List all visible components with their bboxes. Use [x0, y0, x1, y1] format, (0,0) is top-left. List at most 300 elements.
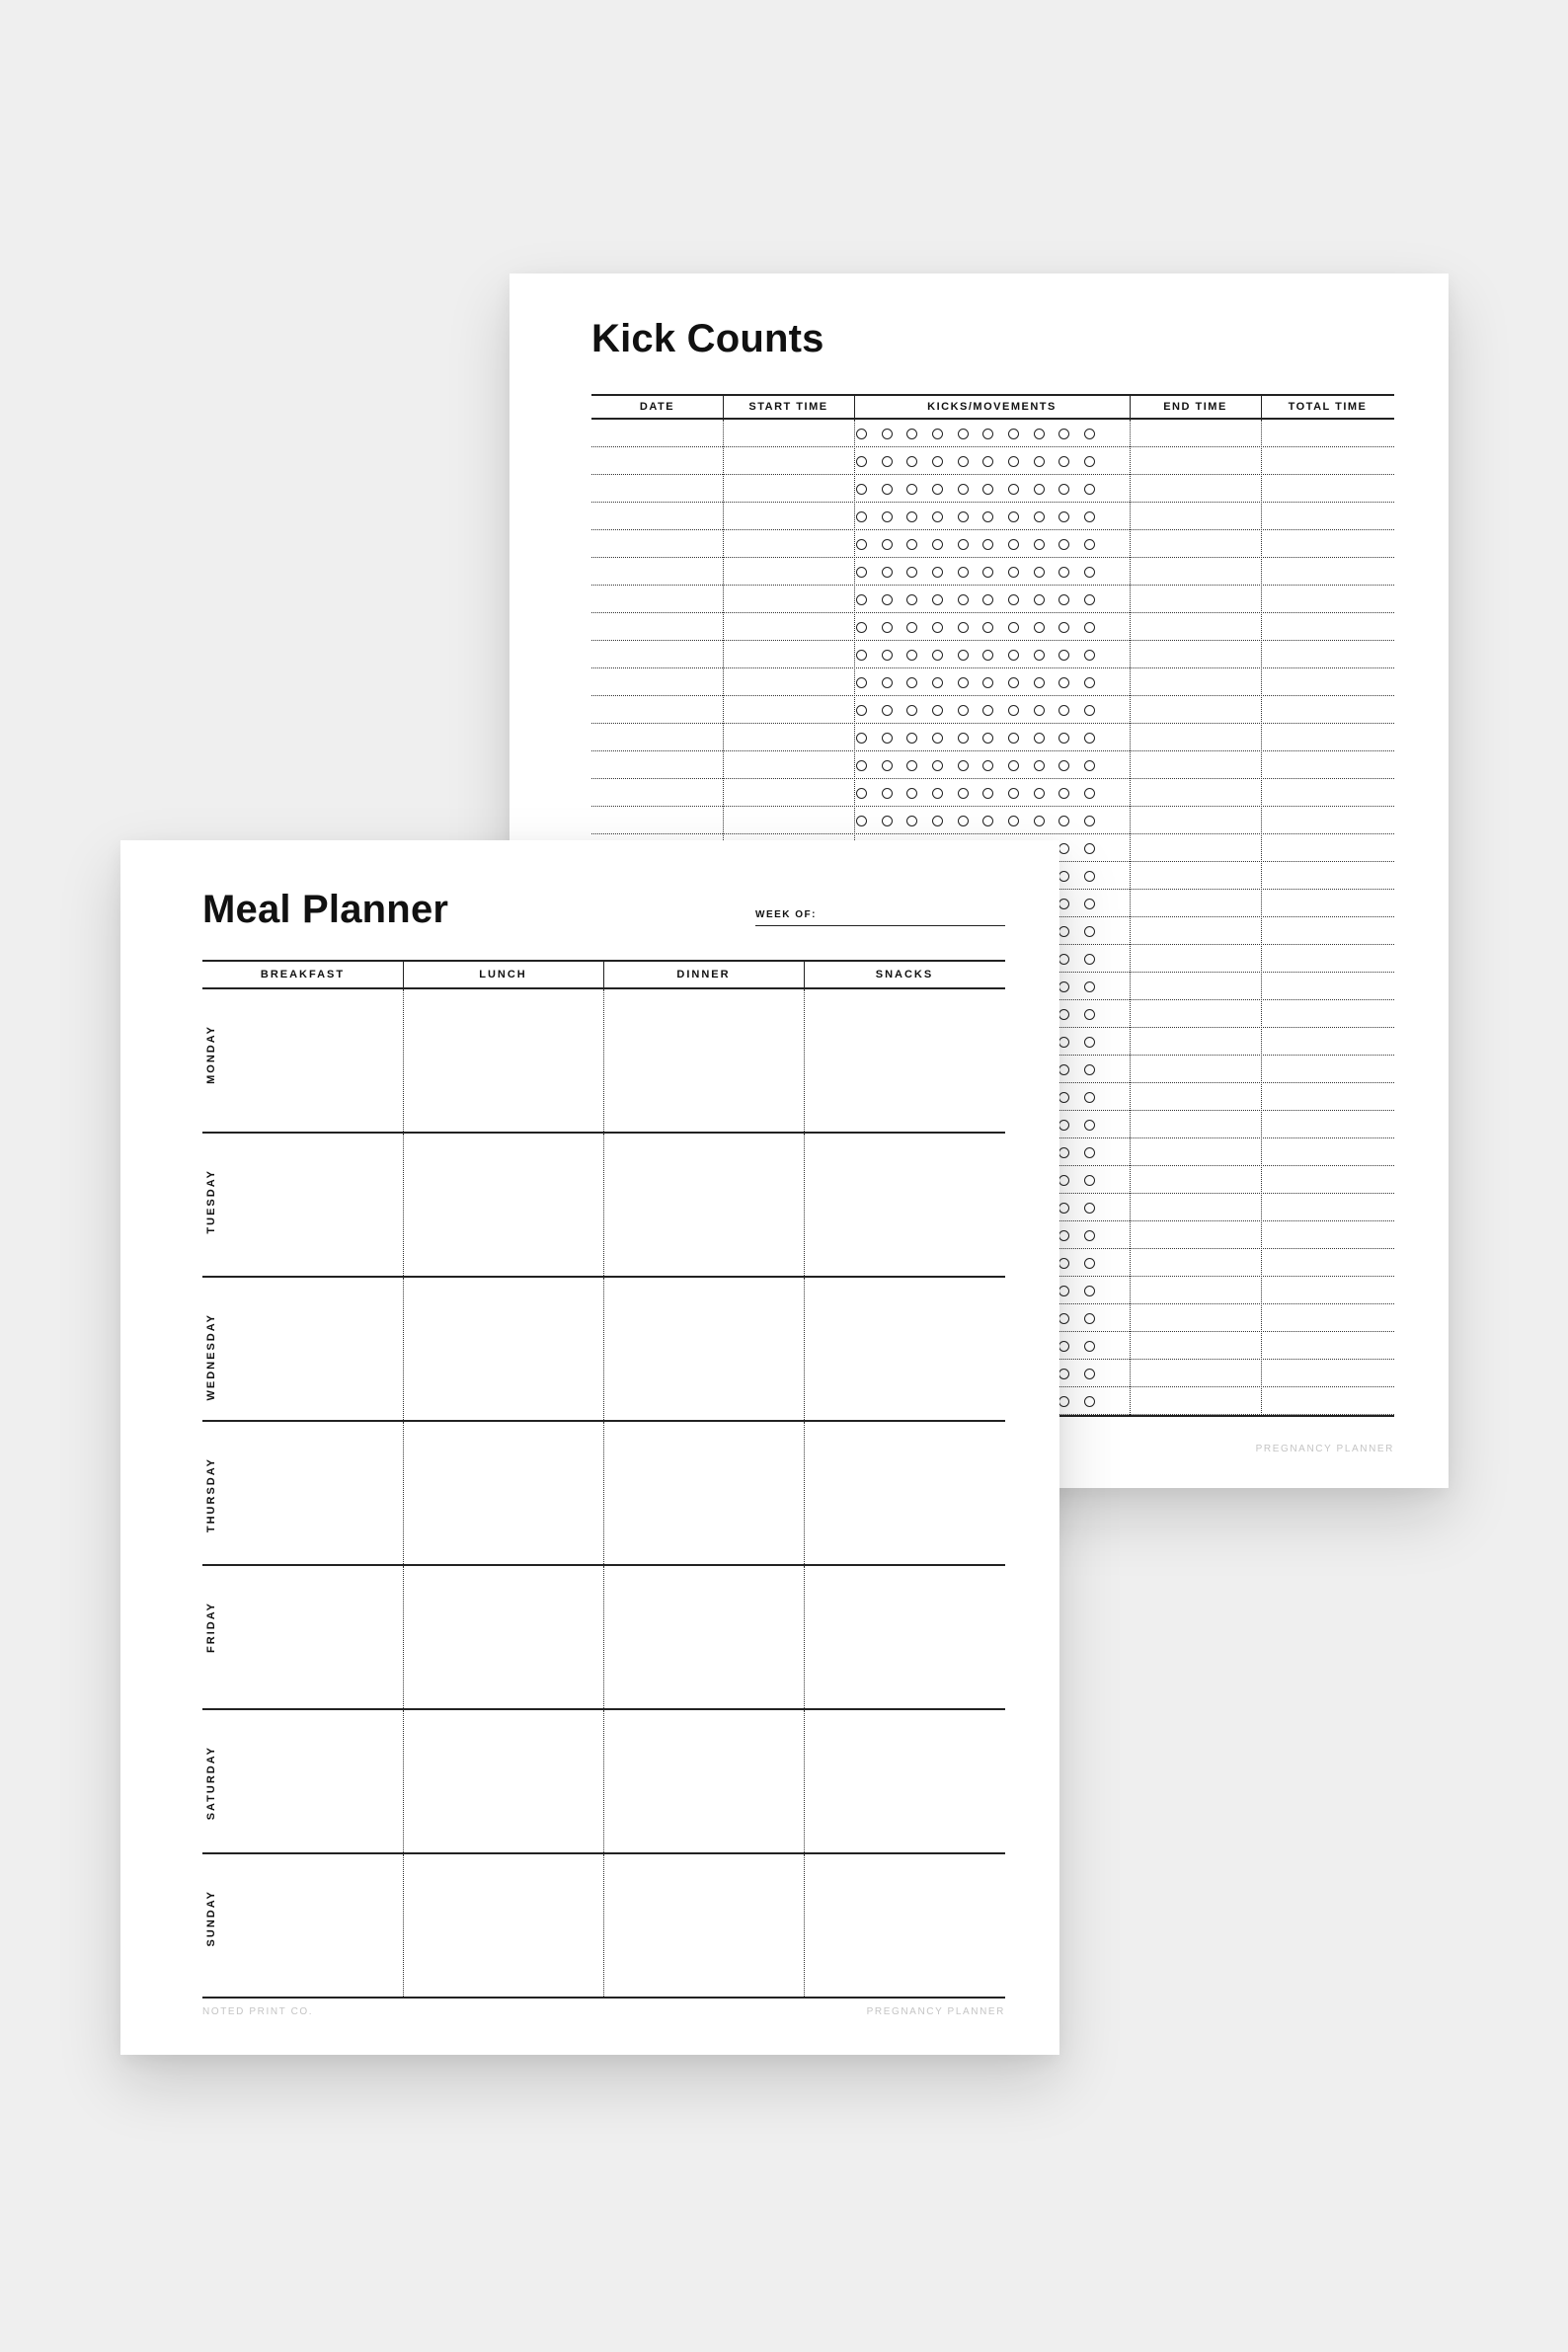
kick-circle-checkbox[interactable]: [1084, 511, 1095, 522]
kick-circle-checkbox[interactable]: [1034, 456, 1045, 467]
week-of-label: WEEK OF:: [755, 909, 817, 920]
meal-column-header: LUNCH: [479, 969, 527, 980]
kick-circle-checkbox[interactable]: [982, 760, 993, 771]
kick-circle-checkbox[interactable]: [1084, 567, 1095, 578]
kick-circle-checkbox[interactable]: [982, 816, 993, 826]
kick-circle-checkbox[interactable]: [882, 677, 893, 688]
kick-circle-checkbox[interactable]: [1058, 1258, 1069, 1269]
meal-entry-cell[interactable]: [404, 1566, 602, 1708]
kick-circle-checkbox[interactable]: [958, 816, 969, 826]
kick-circle-checkbox[interactable]: [1008, 760, 1019, 771]
meal-entry-cell[interactable]: [404, 989, 602, 1132]
meal-column-divider: [804, 1278, 805, 1420]
kick-circle-checkbox[interactable]: [1084, 733, 1095, 744]
kick-circle-checkbox[interactable]: [906, 484, 917, 495]
kick-circle-checkbox[interactable]: [1084, 1396, 1095, 1407]
kick-circle-checkbox[interactable]: [1034, 733, 1045, 744]
meal-column-divider: [804, 1134, 805, 1276]
meal-column-divider: [804, 1422, 805, 1564]
kick-circle-checkbox[interactable]: [1008, 705, 1019, 716]
kick-circle-checkbox[interactable]: [882, 788, 893, 799]
kick-counts-header-row: [591, 394, 1394, 420]
kick-circle-checkbox[interactable]: [932, 677, 943, 688]
meal-column-divider: [804, 1710, 805, 1852]
kick-circle-checkbox[interactable]: [906, 816, 917, 826]
meal-entry-cell[interactable]: [404, 1710, 602, 1852]
kick-circle-checkbox[interactable]: [1084, 1258, 1095, 1269]
meal-column-divider: [804, 1566, 805, 1708]
meal-planner-sheet: [120, 840, 1059, 2055]
meal-day-row: [202, 1278, 1005, 1422]
kick-circle-checkbox[interactable]: [1084, 1341, 1095, 1352]
kick-circle-checkbox[interactable]: [1058, 1009, 1069, 1020]
kick-circle-checkbox[interactable]: [982, 456, 993, 467]
kick-circle-checkbox[interactable]: [882, 594, 893, 605]
meal-column-header: SNACKS: [875, 969, 934, 980]
kick-circle-checkbox[interactable]: [1084, 1120, 1095, 1131]
meal-column-divider: [603, 989, 604, 1132]
kick-circle-checkbox[interactable]: [906, 650, 917, 661]
meal-entry-cell[interactable]: [404, 1422, 602, 1564]
meal-entry-cell[interactable]: [404, 1134, 602, 1276]
header-divider: [723, 396, 724, 418]
kick-circle-checkbox[interactable]: [982, 622, 993, 633]
kick-circle-group: [856, 641, 1095, 668]
kick-circle-checkbox[interactable]: [856, 677, 867, 688]
kick-circle-checkbox[interactable]: [856, 705, 867, 716]
kick-circle-checkbox[interactable]: [1058, 1230, 1069, 1241]
kick-circle-checkbox[interactable]: [882, 456, 893, 467]
kick-row[interactable]: [591, 586, 1394, 613]
kick-circle-checkbox[interactable]: [1084, 539, 1095, 550]
kick-column-header: DATE: [639, 401, 675, 413]
kick-circle-checkbox[interactable]: [982, 511, 993, 522]
kick-circle-checkbox[interactable]: [1084, 594, 1095, 605]
kick-circle-checkbox[interactable]: [1058, 871, 1069, 882]
kick-footer-brand: PREGNANCY PLANNER: [1255, 1444, 1394, 1454]
kick-circle-checkbox[interactable]: [932, 760, 943, 771]
kick-circle-checkbox[interactable]: [1034, 622, 1045, 633]
kick-circle-checkbox[interactable]: [882, 733, 893, 744]
kick-circle-checkbox[interactable]: [1058, 484, 1069, 495]
kick-circle-checkbox[interactable]: [856, 622, 867, 633]
kick-circle-checkbox[interactable]: [932, 622, 943, 633]
kick-circle-checkbox[interactable]: [1084, 981, 1095, 992]
kick-circle-checkbox[interactable]: [1008, 677, 1019, 688]
kick-circle-checkbox[interactable]: [958, 484, 969, 495]
kick-circle-group: [856, 751, 1095, 779]
kick-circle-checkbox[interactable]: [1058, 539, 1069, 550]
header-divider: [804, 962, 805, 987]
kick-circle-checkbox[interactable]: [882, 705, 893, 716]
kick-circle-checkbox[interactable]: [1058, 622, 1069, 633]
meal-column-header: DINNER: [676, 969, 731, 980]
kick-circle-checkbox[interactable]: [906, 677, 917, 688]
kick-circle-checkbox[interactable]: [1034, 677, 1045, 688]
kick-circle-checkbox[interactable]: [1058, 843, 1069, 854]
kick-circle-checkbox[interactable]: [1058, 705, 1069, 716]
kick-circle-checkbox[interactable]: [1084, 1064, 1095, 1075]
kick-circle-checkbox[interactable]: [856, 816, 867, 826]
kick-row[interactable]: [591, 751, 1394, 779]
kick-circle-checkbox[interactable]: [1084, 1313, 1095, 1324]
kick-circle-checkbox[interactable]: [958, 511, 969, 522]
kick-circle-checkbox[interactable]: [932, 816, 943, 826]
kick-circle-checkbox[interactable]: [1008, 788, 1019, 799]
meal-entry-cell[interactable]: [805, 1278, 1004, 1420]
kick-circle-checkbox[interactable]: [1058, 1064, 1069, 1075]
meal-entry-cell[interactable]: [604, 1854, 803, 1997]
kick-circle-checkbox[interactable]: [1058, 788, 1069, 799]
kick-circle-checkbox[interactable]: [882, 429, 893, 439]
kick-circle-checkbox[interactable]: [982, 484, 993, 495]
day-label-text: SATURDAY: [205, 1746, 217, 1821]
kick-circle-checkbox[interactable]: [1058, 954, 1069, 965]
kick-circle-checkbox[interactable]: [906, 567, 917, 578]
kick-circle-checkbox[interactable]: [1084, 705, 1095, 716]
meal-entry-cell[interactable]: [604, 1134, 803, 1276]
kick-circle-checkbox[interactable]: [1058, 1369, 1069, 1379]
kick-circle-checkbox[interactable]: [1084, 484, 1095, 495]
kick-circle-checkbox[interactable]: [906, 456, 917, 467]
meal-entry-cell[interactable]: [404, 1854, 602, 1997]
meal-day-row: [202, 1566, 1005, 1710]
kick-circle-checkbox[interactable]: [906, 429, 917, 439]
kick-circle-checkbox[interactable]: [1058, 429, 1069, 439]
kick-circle-group: [856, 779, 1095, 807]
kick-column-divider: [1261, 420, 1262, 1415]
kick-circle-checkbox[interactable]: [1008, 539, 1019, 550]
meal-column-divider: [403, 1134, 404, 1276]
kick-circle-checkbox[interactable]: [1084, 1286, 1095, 1296]
kick-circle-checkbox[interactable]: [1058, 1286, 1069, 1296]
kick-circle-checkbox[interactable]: [1058, 816, 1069, 826]
meal-entry-cell[interactable]: [805, 1854, 1004, 1997]
kick-circle-checkbox[interactable]: [1084, 1009, 1095, 1020]
kick-circle-checkbox[interactable]: [1084, 843, 1095, 854]
kick-circle-checkbox[interactable]: [1084, 1147, 1095, 1158]
kick-circle-checkbox[interactable]: [1034, 539, 1045, 550]
kick-circle-checkbox[interactable]: [932, 484, 943, 495]
kick-circle-checkbox[interactable]: [856, 539, 867, 550]
kick-row[interactable]: [591, 558, 1394, 586]
kick-circle-checkbox[interactable]: [932, 650, 943, 661]
kick-column-header: END TIME: [1163, 401, 1227, 413]
kick-circle-checkbox[interactable]: [982, 539, 993, 550]
kick-circle-checkbox[interactable]: [982, 677, 993, 688]
kick-circle-checkbox[interactable]: [1058, 1313, 1069, 1324]
meal-column-header: BREAKFAST: [260, 969, 346, 980]
meal-entry-cell[interactable]: [404, 1278, 602, 1420]
kick-circle-group: [856, 586, 1095, 613]
meal-entry-cell[interactable]: [203, 1710, 402, 1852]
kick-circle-checkbox[interactable]: [1008, 511, 1019, 522]
kick-row[interactable]: [591, 641, 1394, 668]
kick-circle-checkbox[interactable]: [1058, 1203, 1069, 1214]
meal-entry-cell[interactable]: [203, 1134, 402, 1276]
kick-circle-checkbox[interactable]: [1034, 511, 1045, 522]
kick-column-header: KICKS/MOVEMENTS: [927, 401, 1057, 413]
meal-entry-cell[interactable]: [805, 1566, 1004, 1708]
kick-circle-checkbox[interactable]: [882, 567, 893, 578]
meal-entry-cell[interactable]: [805, 1710, 1004, 1852]
kick-circle-checkbox[interactable]: [882, 511, 893, 522]
meal-footer-maker: NOTED PRINT CO.: [202, 2006, 314, 2017]
kick-circle-checkbox[interactable]: [958, 539, 969, 550]
meal-day-row: [202, 1422, 1005, 1566]
kick-circle-checkbox[interactable]: [906, 788, 917, 799]
kick-circle-checkbox[interactable]: [1008, 456, 1019, 467]
kick-circle-checkbox[interactable]: [1084, 677, 1095, 688]
meal-column-divider: [603, 1278, 604, 1420]
kick-circle-checkbox[interactable]: [882, 622, 893, 633]
week-of-field[interactable]: [755, 925, 1005, 926]
kick-circle-checkbox[interactable]: [882, 650, 893, 661]
kick-row[interactable]: [591, 668, 1394, 696]
meal-column-divider: [403, 989, 404, 1132]
kick-circle-group: [856, 420, 1095, 447]
kick-circle-checkbox[interactable]: [982, 788, 993, 799]
meal-entry-cell[interactable]: [203, 1278, 402, 1420]
kick-circle-checkbox[interactable]: [882, 484, 893, 495]
kick-circle-checkbox[interactable]: [932, 705, 943, 716]
kick-circle-checkbox[interactable]: [932, 594, 943, 605]
kick-circle-checkbox[interactable]: [1058, 733, 1069, 744]
kick-circle-checkbox[interactable]: [982, 567, 993, 578]
kick-circle-group: [856, 558, 1095, 586]
kick-circle-group: [856, 530, 1095, 558]
kick-circle-checkbox[interactable]: [982, 650, 993, 661]
kick-circle-checkbox[interactable]: [958, 429, 969, 439]
kick-circle-checkbox[interactable]: [856, 594, 867, 605]
kick-circle-checkbox[interactable]: [856, 429, 867, 439]
kick-row[interactable]: [591, 530, 1394, 558]
kick-circle-checkbox[interactable]: [958, 650, 969, 661]
kick-circle-checkbox[interactable]: [1084, 1037, 1095, 1048]
meal-entry-cell[interactable]: [604, 1566, 803, 1708]
kick-circle-checkbox[interactable]: [1058, 1147, 1069, 1158]
kick-circle-checkbox[interactable]: [856, 484, 867, 495]
kick-circle-checkbox[interactable]: [906, 539, 917, 550]
kick-circle-checkbox[interactable]: [958, 567, 969, 578]
kick-row[interactable]: [591, 447, 1394, 475]
kick-circle-checkbox[interactable]: [1008, 622, 1019, 633]
kick-circle-checkbox[interactable]: [1034, 705, 1045, 716]
kick-circle-checkbox[interactable]: [1058, 594, 1069, 605]
day-label-text: SUNDAY: [205, 1890, 217, 1947]
meal-column-divider: [403, 1422, 404, 1564]
kick-circle-checkbox[interactable]: [982, 429, 993, 439]
kick-counts-title: Kick Counts: [591, 317, 824, 360]
meal-column-divider: [603, 1422, 604, 1564]
kick-circle-checkbox[interactable]: [1034, 594, 1045, 605]
kick-circle-checkbox[interactable]: [1058, 760, 1069, 771]
meal-column-divider: [603, 1566, 604, 1708]
kick-circle-checkbox[interactable]: [856, 456, 867, 467]
kick-circle-checkbox[interactable]: [1084, 899, 1095, 909]
kick-circle-group: [856, 475, 1095, 503]
meal-entry-cell[interactable]: [604, 989, 803, 1132]
kick-circle-checkbox[interactable]: [1084, 816, 1095, 826]
kick-circle-checkbox[interactable]: [1034, 650, 1045, 661]
kick-circle-checkbox[interactable]: [1008, 594, 1019, 605]
kick-circle-checkbox[interactable]: [856, 733, 867, 744]
kick-circle-checkbox[interactable]: [1058, 1341, 1069, 1352]
kick-circle-checkbox[interactable]: [982, 705, 993, 716]
kick-column-header: START TIME: [748, 401, 828, 413]
kick-circle-checkbox[interactable]: [1058, 1120, 1069, 1131]
kick-circle-checkbox[interactable]: [1008, 484, 1019, 495]
kick-circle-checkbox[interactable]: [882, 816, 893, 826]
kick-circle-checkbox[interactable]: [1008, 429, 1019, 439]
kick-circle-checkbox[interactable]: [906, 622, 917, 633]
kick-row[interactable]: [591, 779, 1394, 807]
kick-circle-checkbox[interactable]: [906, 511, 917, 522]
kick-circle-checkbox[interactable]: [1058, 456, 1069, 467]
kick-circle-group: [856, 696, 1095, 724]
kick-circle-checkbox[interactable]: [1008, 567, 1019, 578]
kick-circle-checkbox[interactable]: [1084, 926, 1095, 937]
kick-circle-checkbox[interactable]: [958, 788, 969, 799]
kick-row[interactable]: [591, 475, 1394, 503]
meal-column-divider: [603, 1134, 604, 1276]
kick-circle-checkbox[interactable]: [1084, 788, 1095, 799]
kick-circle-checkbox[interactable]: [1034, 567, 1045, 578]
kick-row[interactable]: [591, 724, 1394, 751]
kick-circle-checkbox[interactable]: [856, 788, 867, 799]
kick-circle-checkbox[interactable]: [1084, 456, 1095, 467]
meal-entry-cell[interactable]: [203, 1422, 402, 1564]
kick-circle-checkbox[interactable]: [1058, 899, 1069, 909]
meal-day-row: [202, 1134, 1005, 1278]
meal-column-divider: [804, 1854, 805, 1997]
kick-circle-checkbox[interactable]: [932, 733, 943, 744]
kick-circle-checkbox[interactable]: [1034, 760, 1045, 771]
kick-circle-checkbox[interactable]: [1058, 677, 1069, 688]
kick-circle-checkbox[interactable]: [1034, 816, 1045, 826]
kick-circle-checkbox[interactable]: [882, 539, 893, 550]
header-divider: [1130, 396, 1131, 418]
kick-circle-checkbox[interactable]: [932, 567, 943, 578]
meal-entry-cell[interactable]: [203, 1566, 402, 1708]
meal-day-row: [202, 1854, 1005, 1999]
meal-entry-cell[interactable]: [604, 1278, 803, 1420]
kick-circle-checkbox[interactable]: [1084, 1203, 1095, 1214]
kick-circle-checkbox[interactable]: [1084, 1230, 1095, 1241]
kick-circle-group: [856, 447, 1095, 475]
kick-circle-checkbox[interactable]: [1008, 816, 1019, 826]
kick-circle-checkbox[interactable]: [1084, 650, 1095, 661]
kick-circle-checkbox[interactable]: [1034, 429, 1045, 439]
kick-circle-checkbox[interactable]: [1084, 871, 1095, 882]
kick-circle-checkbox[interactable]: [1084, 760, 1095, 771]
meal-footer-brand: PREGNANCY PLANNER: [866, 2006, 1005, 2017]
kick-circle-checkbox[interactable]: [1058, 511, 1069, 522]
meal-day-row: [202, 989, 1005, 1134]
kick-circle-checkbox[interactable]: [1034, 788, 1045, 799]
meal-entry-cell[interactable]: [604, 1422, 803, 1564]
kick-circle-checkbox[interactable]: [1058, 1037, 1069, 1048]
kick-circle-checkbox[interactable]: [1084, 429, 1095, 439]
kick-circle-checkbox[interactable]: [1084, 1092, 1095, 1103]
kick-circle-checkbox[interactable]: [1084, 622, 1095, 633]
meal-entry-cell[interactable]: [203, 989, 402, 1132]
kick-circle-checkbox[interactable]: [906, 733, 917, 744]
kick-circle-checkbox[interactable]: [1084, 1175, 1095, 1186]
kick-circle-checkbox[interactable]: [958, 677, 969, 688]
kick-circle-checkbox[interactable]: [856, 650, 867, 661]
kick-circle-checkbox[interactable]: [932, 429, 943, 439]
header-divider: [403, 962, 404, 987]
kick-circle-group: [856, 724, 1095, 751]
meal-entry-cell[interactable]: [203, 1854, 402, 1997]
kick-circle-checkbox[interactable]: [1058, 981, 1069, 992]
kick-circle-checkbox[interactable]: [1058, 567, 1069, 578]
kick-circle-checkbox[interactable]: [1084, 1369, 1095, 1379]
header-divider: [854, 396, 855, 418]
kick-circle-checkbox[interactable]: [958, 456, 969, 467]
kick-circle-checkbox[interactable]: [982, 594, 993, 605]
meal-entry-cell[interactable]: [805, 1134, 1004, 1276]
kick-circle-group: [856, 613, 1095, 641]
kick-row[interactable]: [591, 613, 1394, 641]
kick-row[interactable]: [591, 420, 1394, 447]
kick-circle-checkbox[interactable]: [1034, 484, 1045, 495]
kick-circle-checkbox[interactable]: [1058, 1396, 1069, 1407]
kick-circle-checkbox[interactable]: [958, 733, 969, 744]
meal-planner-table: [202, 960, 1005, 2000]
kick-circle-checkbox[interactable]: [958, 622, 969, 633]
kick-circle-checkbox[interactable]: [1008, 650, 1019, 661]
kick-circle-checkbox[interactable]: [906, 705, 917, 716]
day-label-text: FRIDAY: [205, 1602, 217, 1653]
kick-column-divider: [1130, 420, 1131, 1415]
kick-circle-checkbox[interactable]: [1058, 650, 1069, 661]
meal-column-divider: [804, 989, 805, 1132]
kick-circle-group: [856, 668, 1095, 696]
kick-circle-checkbox[interactable]: [1058, 1175, 1069, 1186]
kick-circle-checkbox[interactable]: [1008, 733, 1019, 744]
day-label-text: TUESDAY: [205, 1169, 217, 1234]
kick-circle-checkbox[interactable]: [1058, 926, 1069, 937]
kick-circle-checkbox[interactable]: [856, 511, 867, 522]
kick-circle-checkbox[interactable]: [906, 760, 917, 771]
kick-circle-checkbox[interactable]: [932, 788, 943, 799]
kick-circle-checkbox[interactable]: [932, 539, 943, 550]
kick-circle-checkbox[interactable]: [882, 760, 893, 771]
kick-circle-checkbox[interactable]: [932, 511, 943, 522]
kick-circle-checkbox[interactable]: [906, 594, 917, 605]
kick-circle-checkbox[interactable]: [1058, 1092, 1069, 1103]
meal-entry-cell[interactable]: [604, 1710, 803, 1852]
meal-entry-cell[interactable]: [805, 989, 1004, 1132]
kick-circle-checkbox[interactable]: [1084, 954, 1095, 965]
kick-row[interactable]: [591, 696, 1394, 724]
kick-circle-checkbox[interactable]: [958, 760, 969, 771]
kick-row[interactable]: [591, 807, 1394, 834]
kick-circle-checkbox[interactable]: [856, 567, 867, 578]
kick-circle-checkbox[interactable]: [932, 456, 943, 467]
meal-planner-title: Meal Planner: [202, 888, 449, 931]
meal-column-divider: [603, 1710, 604, 1852]
kick-circle-checkbox[interactable]: [958, 705, 969, 716]
kick-row[interactable]: [591, 503, 1394, 530]
meal-column-divider: [403, 1854, 404, 1997]
kick-circle-checkbox[interactable]: [958, 594, 969, 605]
kick-circle-checkbox[interactable]: [856, 760, 867, 771]
kick-circle-checkbox[interactable]: [982, 733, 993, 744]
meal-entry-cell[interactable]: [805, 1422, 1004, 1564]
